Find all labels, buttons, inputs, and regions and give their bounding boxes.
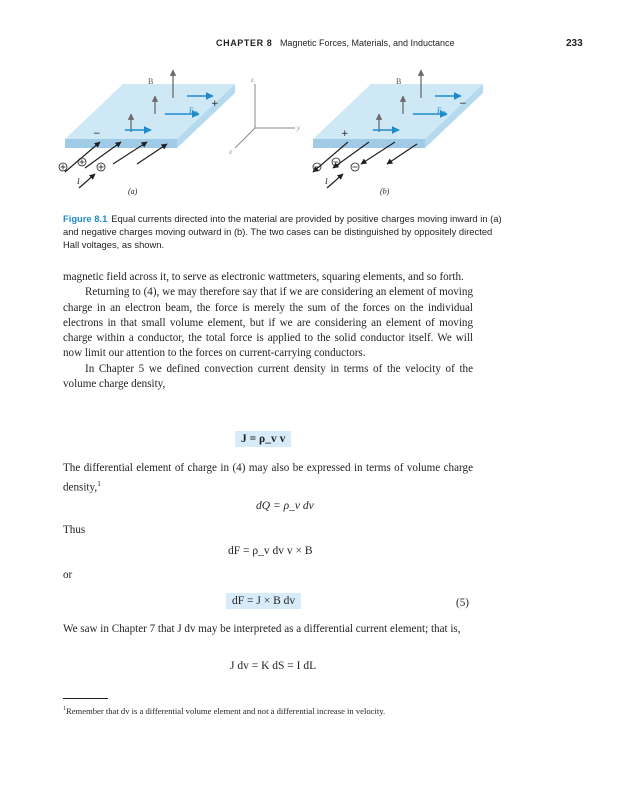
fq-letter-a: F	[189, 106, 194, 115]
coordinate-axes	[235, 84, 295, 148]
slab-b-front	[313, 139, 425, 148]
paragraph-block-1	[63, 270, 473, 392]
i-label-b: I	[325, 177, 328, 186]
figure-caption	[63, 212, 503, 252]
equation-number-5: (5)	[456, 597, 469, 609]
paragraph-4-text: The differential element of charge in (4) may also be expressed in terms of volume charge density,	[63, 462, 473, 494]
fq-subscript-a: Q	[193, 111, 198, 117]
figure-label: Figure 8.1	[63, 213, 108, 224]
plus-sign-b: +	[341, 129, 349, 139]
i-arrow-b	[327, 174, 343, 188]
minus-sign-b: −	[459, 99, 467, 109]
positive-charges-a	[59, 158, 105, 171]
paragraph-2: Returning to (4), we may therefore say that if we are considering an element of moving charge in an electron beam, the force is merely the sum of the forces on the individual electrons in that small volume element, but if we are considering an element of moving charge within a conductor, the total force is applied to the solid conductor itself. We will now limit our attention to the forces on current-carrying conductors.	[63, 286, 473, 360]
b-label-b: B	[396, 77, 402, 86]
chapter-label: CHAPTER 8	[216, 38, 273, 48]
equation-dq: dQ = ρ_v dv	[256, 500, 314, 512]
paragraph-3: In Chapter 5 we defined convection current density in terms of the velocity of the volume charge density,	[63, 362, 473, 391]
equation-df-j-box	[226, 593, 301, 609]
paragraph-1: magnetic field across it, to serve as electronic wattmeters, squaring elements, and so forth.	[63, 271, 464, 283]
axis-y-label: y	[297, 124, 301, 132]
axis-x-label: x	[229, 148, 233, 156]
panel-a	[59, 70, 235, 196]
running-header	[216, 38, 455, 48]
i-arrow-a	[79, 174, 95, 188]
footnote-mark: 1	[63, 706, 67, 713]
b-label-a: B	[148, 77, 154, 86]
thus-label: Thus	[63, 524, 86, 536]
panel-b-label: (b)	[380, 187, 390, 196]
footnote-text: Remember that dv is a differential volume element and not a differential increase in velocity.	[66, 706, 386, 716]
chapter-title: Magnetic Forces, Materials, and Inductance	[279, 38, 455, 48]
figure-8-1	[55, 64, 505, 202]
equation-j	[235, 433, 291, 445]
footnote-rule	[63, 698, 108, 699]
minus-sign-a: −	[93, 129, 101, 139]
equation-df: dF = ρ_v dv v × B	[228, 545, 313, 557]
equation-current-elements: J dv = K dS = I dL	[230, 660, 317, 672]
panel-b	[313, 70, 483, 196]
fq-subscript-b: Q	[441, 111, 446, 117]
paragraph-5: We saw in Chapter 7 that J dv may be interpreted as a differential current element; that is,	[63, 623, 461, 635]
j-eq-text: J = ρ_v v	[241, 433, 286, 445]
axis-z-label: z	[251, 76, 254, 84]
footnote-ref: 1	[97, 479, 101, 489]
slab-a-front	[65, 139, 177, 148]
negative-charges-b	[313, 158, 359, 171]
panel-a-label: (a)	[128, 187, 138, 196]
equation-j-box	[235, 431, 291, 447]
footnote	[63, 706, 385, 716]
paragraph-5-wrap	[63, 622, 473, 637]
fq-letter-b: F	[437, 106, 442, 115]
plus-sign-a: +	[211, 99, 219, 109]
equation-df-j	[226, 595, 301, 607]
caption-text: Equal currents directed into the material are provided by positive charges moving inward in (a) and negative charges moving outward in (b). The two cases can be distinguished by oppositely directed Hall voltages, as shown.	[63, 213, 502, 251]
page-number: 233	[566, 38, 583, 49]
i-label-a: I	[77, 177, 80, 186]
paragraph-4	[63, 461, 473, 496]
paragraph-4-wrap	[63, 461, 473, 496]
df-j-eq-text: dF = J × B dv	[232, 595, 296, 607]
or-label: or	[63, 569, 73, 581]
